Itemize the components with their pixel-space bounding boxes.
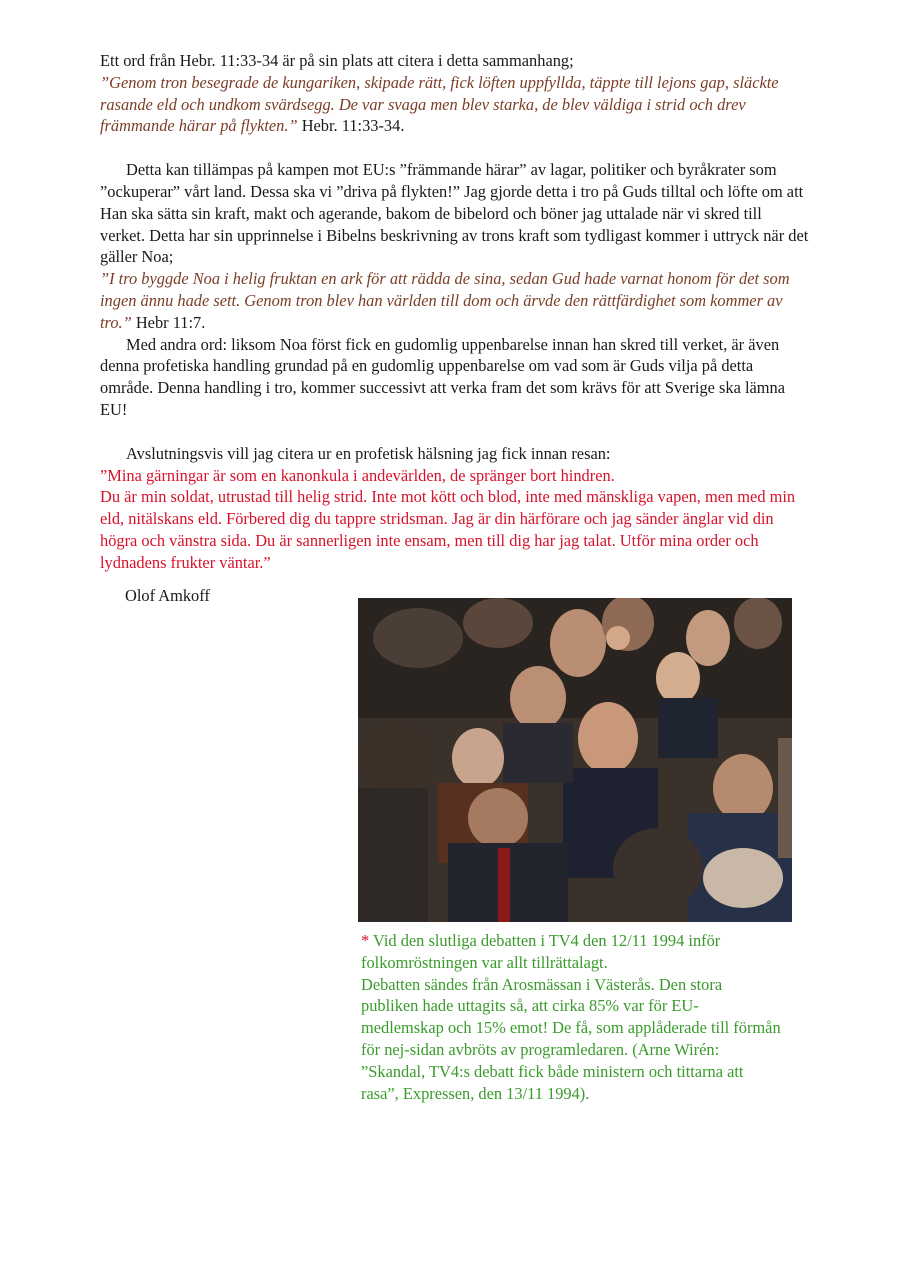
paragraph-4-intro: Avslutningsvis vill jag citera ur en profetisk hälsning jag fick innan resan: bbox=[126, 443, 611, 463]
caption-line-1: Vid den slutliga debatten i TV4 den 12/11 1994 inför folkomröstningen var allt tillrättalagt. bbox=[361, 931, 721, 972]
prophecy-rest: Du är min soldat, utrustad till helig strid. Inte mot kött och blod, inte med mänskliga vapen, men med min eld, nitälskans eld. Förbered dig du tappre stridsman. Jag är din härförare och jag sänder änglar vid din högra och vänstra sida. Du är sannerligen inte ensam, men till dig har jag talat. Utför mina order och lydnadens frukter väntar.” bbox=[100, 487, 796, 572]
scripture-quote-hebrews-11-33: ”Genom tron besegrade de kungariken, skipade rätt, fick löften uppfyllda, täppte till lejons gap, släckte rasande eld och undkom svärdsegg. De var svaga men blev starka, de blev väldiga i strid och drev främmande härar på flykten.” bbox=[100, 72, 779, 136]
article-body bbox=[100, 50, 810, 574]
paragraph-1 bbox=[100, 50, 810, 137]
crowd-photo bbox=[358, 598, 792, 922]
prophecy-quote bbox=[100, 465, 810, 574]
scripture-reference: Hebr. 11:33-34. bbox=[297, 116, 405, 136]
photo-caption bbox=[361, 930, 781, 1104]
paragraph-3: Med andra ord: liksom Noa först fick en gudomlig uppenbarelse innan han skred till verket, är även denna profetiska handling grundad på en gudomlig uppenbarelse om vad som är Guds vilja på detta område. Denna handling i tro, kommer successivt att verka fram det som krävs för att Sverige ska lämna EU! bbox=[100, 334, 786, 419]
intro-text: Ett ord från Hebr. 11:33-34 är på sin plats att citera i detta sammanhang; bbox=[100, 51, 574, 70]
signature: Olof Amkoff bbox=[125, 586, 210, 605]
crowd-photo-illustration bbox=[358, 598, 792, 922]
scripture-reference: Hebr 11:7. bbox=[131, 312, 206, 332]
footnote-asterisk: * bbox=[361, 931, 370, 950]
caption-line-2: Debatten sändes från Arosmässan i Västerås. Den stora publiken hade uttagits så, att cirka 85% var för EU-medlemskap och 15% emot! De få, som applåderade till förmån för nej-sidan avbröts av programledaren. (Arne Wirén: ”Skandal, TV4:s debatt fick både ministern och tittarna att rasa”, Expressen, den 13/11 1994). bbox=[361, 974, 781, 1103]
paragraph-2-quote bbox=[100, 268, 810, 333]
prophecy-line-1: ”Mina gärningar är som en kanonkula i andevärlden, de spränger bort hindren. bbox=[100, 465, 615, 485]
scripture-quote-hebrews-11-7: ”I tro byggde Noa i helig fruktan en ark för att rädda de sina, sedan Gud hade varnat honom för det som ingen ännu hade sett. Genom tron blev han världen till dom och ärvde den rättfärdighet som kommer av tro.” bbox=[100, 269, 790, 332]
paragraph-2: Detta kan tillämpas på kampen mot EU:s ”främmande härar” av lagar, politiker och byråkrater som ”ockuperar” vårt land. Dessa ska vi ”driva på flykten!” Jag gjorde detta i tro på Guds tilltal och löfte om att Han ska sätta sin kraft, makt och agerande, bakom de bibelord och böner jag uttalade när vi skred till verket. Detta har sin upprinnelse i Bibelns beskrivning av trons kraft som tydligast kommer i uttryck när det gäller Noa; bbox=[100, 160, 809, 267]
